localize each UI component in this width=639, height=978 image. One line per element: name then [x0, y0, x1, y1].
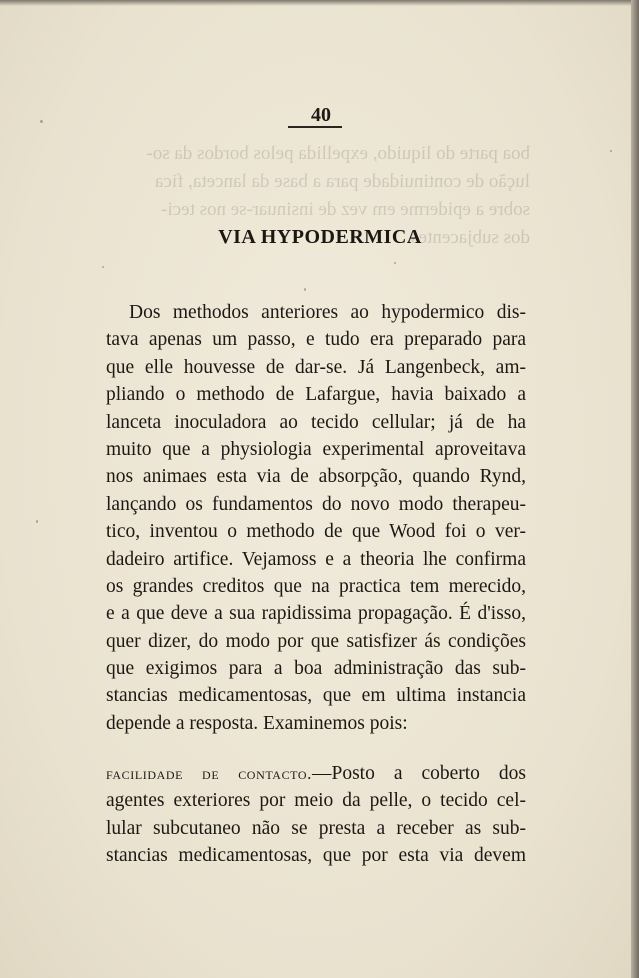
text-line: os grandes creditos que na practica tem merecido, [106, 575, 526, 597]
text-line: que elle houvesse de dar-se. Já Langenbeck, am- [106, 356, 526, 378]
page-number-rule [288, 126, 342, 128]
text-line: e a que deve a sua rapidissima propagação. É d'isso, [106, 603, 526, 625]
bleed-line: dos subjacentes. [406, 227, 530, 248]
text-line: muito que a physiologia experimental aproveitava [106, 438, 526, 460]
text-line: lular subcutaneo não se presta a receber as sub- [106, 817, 526, 839]
text-line: que exigimos para a boa administração das sub- [106, 658, 526, 680]
text-line: quer dizer, do modo por que satisfizer ás condições [106, 630, 526, 652]
text-line: pliando o methodo de Lafargue, havia baixado a [106, 384, 526, 406]
paragraph-methods [106, 299, 526, 737]
text-line: Dos methodos anteriores ao hypodermico dis- [129, 302, 526, 323]
text-line [106, 760, 526, 787]
text-line: agentes exteriores por meio da pelle, o tecido cel- [106, 790, 526, 812]
paper-speck [36, 520, 38, 523]
text-line: tico, inventou o methodo de que Wood foi o ver- [106, 521, 526, 543]
page-number: 40 [311, 104, 331, 126]
paper-speck [102, 266, 104, 268]
text-fragment: —Posto a coberto dos [312, 763, 526, 784]
page-top-shadow [0, 0, 639, 6]
text-line: nos animaes esta via de absorpção, quando Rynd, [106, 466, 526, 488]
page-right-edge [631, 0, 639, 978]
section-title: VIA HYPODERMICA [218, 226, 422, 248]
bleed-line: boa parte do liquido, expellida pelos bordos da so- [146, 143, 530, 164]
text-line: tava apenas um passo, e tudo era preparado para [106, 329, 526, 351]
paper-speck [610, 150, 612, 152]
bleed-line: lução de continuidade para a base da lanceta, fica [154, 171, 530, 192]
bleed-line: sobre a epiderme em vez de insinuar-se nos teci- [161, 199, 530, 220]
text-line: stancias medicamentosas, que por esta via devem [106, 845, 526, 867]
paper-speck [394, 262, 396, 264]
text-line: dadeiro artifice. Vejamoss e a theoria lhe confirma [106, 548, 526, 570]
text-line: lançando os fundamentos do novo modo therapeu- [106, 493, 526, 515]
paper-speck [40, 120, 43, 123]
text-line: stancias medicamentosas, que em ultima instancia [106, 685, 526, 707]
text-line: depende a resposta. Examinemos pois: [106, 712, 408, 734]
text-line: lanceta inoculadora ao tecido cellular; já de ha [106, 411, 526, 433]
paragraph-heading: facilidade de contacto. [106, 764, 312, 783]
paragraph-contact [106, 760, 526, 870]
paper-speck [304, 288, 306, 291]
